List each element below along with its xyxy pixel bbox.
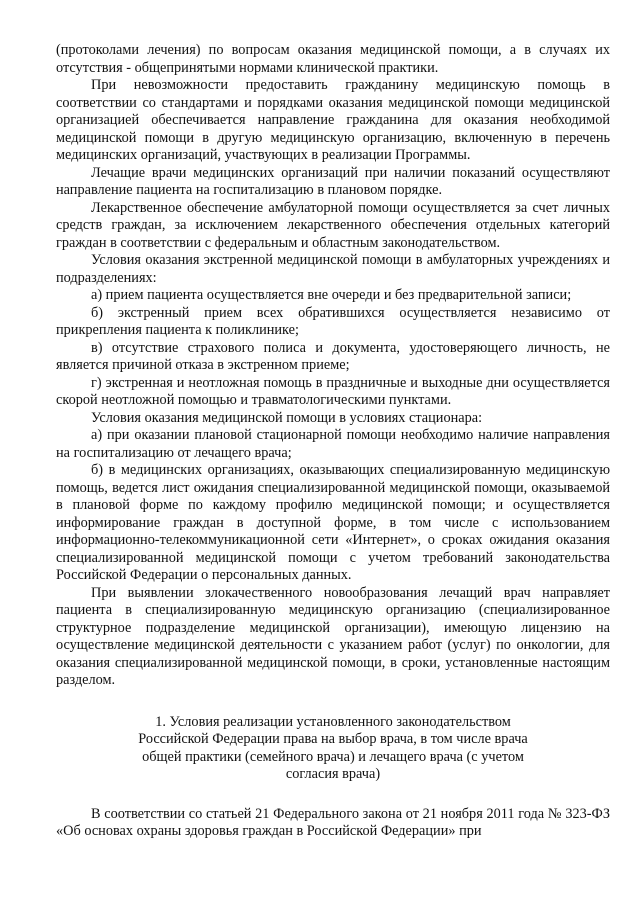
paragraph-planned-hospitalization: Лечащие врачи медицинских организаций при наличии показаний осуществляют направление пациента на госпитализацию в плановом порядке. [56, 164, 610, 198]
heading-line-1: 1. Условия реализации установленного законодательством [155, 713, 511, 730]
paragraph-referral-other-organization: При невозможности предоставить гражданину медицинскую помощь в соответствии со стандартами и порядками оказания медицинской помощи медицинской организацией обеспечивается направление гражданина для оказания необходимой медицинской помощи в другую медицинскую организацию, включенную в перечень медицинских организаций, участвующих в реализации Программы. [56, 77, 610, 163]
list-item-a: а) прием пациента осуществляется вне очереди и без предварительной записи; [91, 287, 572, 303]
document-page [56, 42, 610, 841]
list-item-d: г) экстренная и неотложная помощь в праздничные и выходные дни осуществляется скорой неотложной помощью и травматологическими пунктами. [56, 374, 610, 408]
heading-line-4: согласия врача) [285, 766, 381, 782]
list-item-b: б) экстренный прием всех обратившихся осуществляется независимо от прикрепления пациента к поликлинике; [56, 304, 610, 338]
paragraph-federal-law: В соответствии со статьей 21 Федерального закона от 21 ноября 2011 года № 323-ФЗ «Об основах охраны здоровья граждан в Российской Федерации» при [56, 805, 610, 839]
heading-line-2: Российской Федерации права на выбор врача, в том числе врача [138, 731, 528, 747]
list-item-c: в) отсутствие страхового полиса и документа, удостоверяющего личность, не является причиной отказа в экстренном приеме; [56, 339, 610, 373]
paragraph-emergency-conditions: Условия оказания экстренной медицинской помощи в амбулаторных учреждениях и подразделениях: [56, 252, 610, 286]
paragraph-drug-provision: Лекарственное обеспечение амбулаторной помощи осуществляется за счет личных средств граждан, за исключением лекарственного обеспечения отдельных категорий граждан в соответствии с федеральным и областным законодательством. [56, 199, 610, 251]
inpatient-item-b: б) в медицинских организациях, оказывающих специализированную медицинскую помощь, ведется лист ожидания специализированной медицинской помощи, оказываемой в плановой форме по каждому профилю медицинской помощи; и осуществляется информирование граждан в доступной форме, в том числе с использованием информационно-телекоммуникационной сети «Интернет», о сроках ожидания оказания специализированной медицинской помощи с учетом требований законодательства Российской Федерации о персональных данных. [56, 462, 610, 583]
inpatient-item-a: а) при оказании плановой стационарной помощи необходимо наличие направления на госпитализацию от лечащего врача; [56, 427, 610, 461]
heading-line-3: общей практики (семейного врача) и лечащего врача (с учетом [142, 748, 524, 765]
paragraph-oncology-referral: При выявлении злокачественного новообразования лечащий врач направляет пациента в специализированную медицинскую организацию (специализированное структурное подразделение медицинской организации), имеющую лицензию на осуществление медицинской деятельности с указанием работ (услуг) по онкологии, для оказания специализированной медицинской помощи, в сроки, установленные настоящим разделом. [56, 584, 610, 688]
paragraph-protocols: (протоколами лечения) по вопросам оказания медицинской помощи, а в случаях их отсутствия - общепринятыми нормами клинической практики. [56, 42, 610, 76]
section-heading [56, 714, 610, 784]
paragraph-inpatient-conditions: Условия оказания медицинской помощи в условиях стационара: [91, 409, 483, 426]
